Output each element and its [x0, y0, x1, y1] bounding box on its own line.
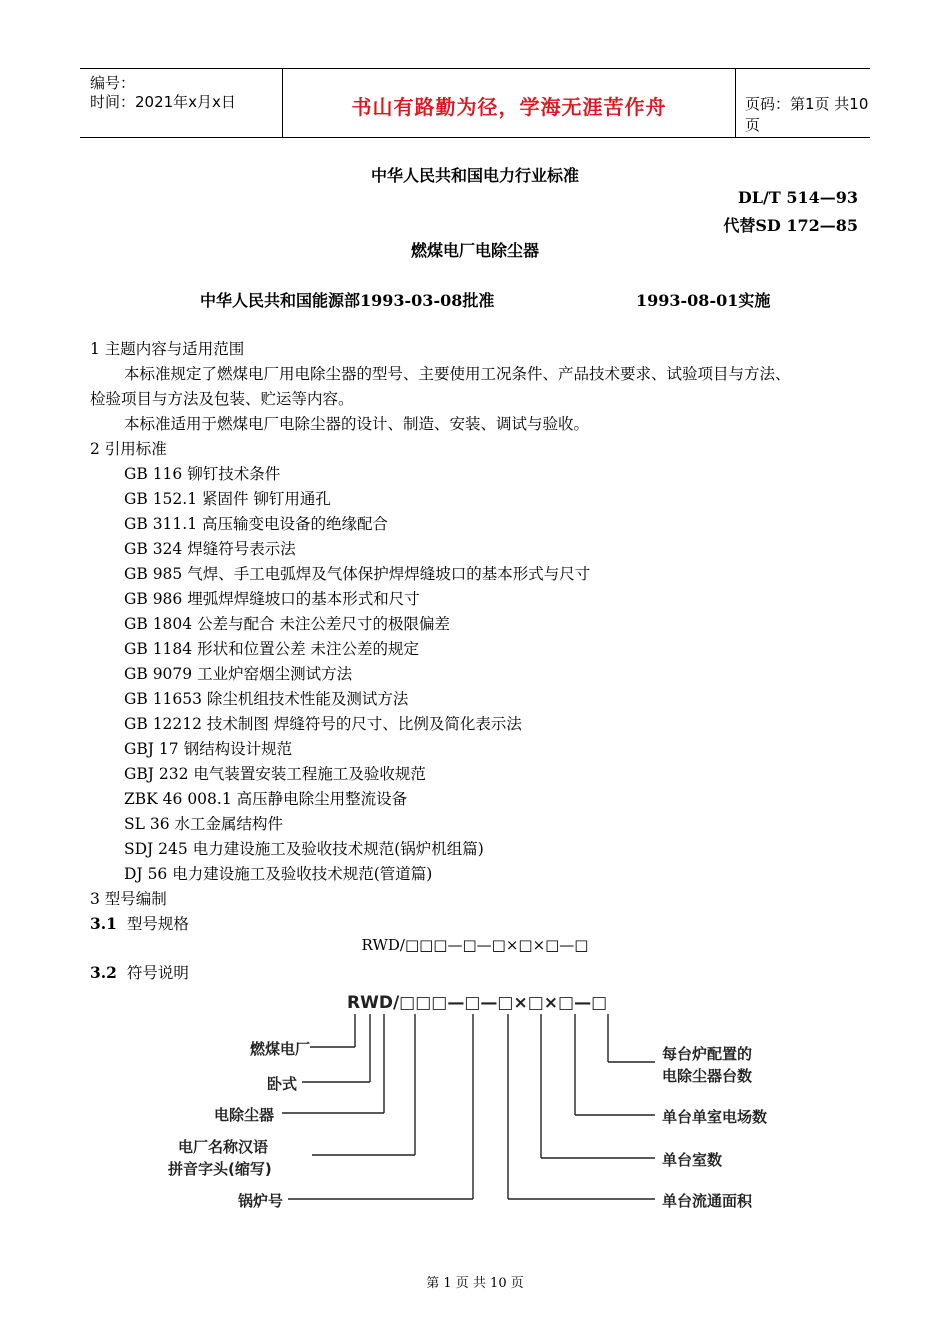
section-3-1: [90, 912, 189, 934]
approval: 中华人民共和国能源部1993-03-08批准: [200, 291, 495, 310]
date-label: 时间：2021年x月x日: [90, 93, 236, 111]
ref-item: GB 12212 技术制图 焊缝符号的尺寸、比例及简化表示法: [124, 715, 522, 733]
section-1-para-1a: 本标准规定了燃煤电厂用电除尘器的型号、主要使用工况条件、产品技术要求、试验项目与方法、: [124, 365, 791, 383]
ref-item: GB 11653 除尘机组技术性能及测试方法: [124, 690, 409, 708]
effective-date: 1993-08-01实施: [636, 291, 771, 310]
label-boiler-no: 锅炉号: [238, 1192, 284, 1210]
diagram-code: RWD/□□□—□—□×□×□—□: [347, 993, 608, 1013]
section-1-para-1b: 检验项目与方法及包装、贮运等内容。: [90, 390, 354, 408]
motto: 书山有路勤为径，学海无涯苦作舟: [351, 95, 667, 119]
ref-item: SL 36 水工金属结构件: [124, 815, 283, 833]
ref-item: GB 986 埋弧焊焊缝坡口的基本形式和尺寸: [124, 590, 420, 608]
label-coal-plant: 燃煤电厂: [250, 1040, 311, 1058]
model-format: RWD/□□□—□—□×□×□—□: [361, 936, 589, 954]
doc-title: 燃煤电厂电除尘器: [410, 241, 539, 260]
ref-item: GB 1804 公差与配合 未注公差尺寸的极限偏差: [124, 615, 451, 633]
label-horizontal: 卧式: [267, 1075, 298, 1093]
header-page-cell: [735, 69, 870, 137]
ref-item: GBJ 232 电气装置安装工程施工及验收规范: [124, 765, 426, 783]
ref-item: GBJ 17 钢结构设计规范: [124, 740, 293, 758]
ref-item: GB 324 焊缝符号表示法: [124, 540, 296, 558]
ref-item: GB 311.1 高压输变电设备的绝缘配合: [124, 515, 389, 533]
label-plant-name: 电厂名称汉语: [178, 1138, 269, 1156]
section-3-title: 3 型号编制: [90, 890, 167, 908]
section-3-2: [90, 961, 189, 983]
label-units-per-boiler-1: 每台炉配置的: [662, 1045, 753, 1063]
label-precipitator: 电除尘器: [214, 1106, 275, 1124]
label-chambers: 单台室数: [662, 1151, 723, 1169]
label-plant-abbr: 拼音字头(缩写): [168, 1160, 272, 1178]
page-info: 页码：第1页 共10页: [745, 95, 869, 134]
standard-code: DL/T 514—93: [737, 188, 858, 207]
org-title: 中华人民共和国电力行业标准: [370, 166, 579, 185]
ref-item: GB 116 铆钉技术条件: [124, 465, 281, 483]
label-flow-area: 单台流通面积: [662, 1192, 753, 1210]
section-1-para-2: 本标准适用于燃煤电厂电除尘器的设计、制造、安装、调试与验收。: [124, 415, 590, 433]
ref-item: GB 9079 工业炉窑烟尘测试方法: [124, 665, 353, 683]
ref-item: GB 152.1 紧固件 铆钉用通孔: [124, 490, 331, 508]
header-motto-cell: [282, 69, 736, 137]
section-3-2-title: 符号说明: [126, 964, 189, 982]
page-header: [80, 68, 870, 138]
page-footer: 第 1 页 共 10 页: [426, 1276, 524, 1291]
ref-item: GB 1184 形状和位置公差 未注公差的规定: [124, 640, 420, 658]
ref-item: DJ 56 电力建设施工及验收技术规范(管道篇): [124, 865, 433, 883]
section-2-title: 2 引用标准: [90, 440, 167, 458]
ref-item: ZBK 46 008.1 高压静电除尘用整流设备: [124, 790, 408, 808]
header-meta-cell: [80, 69, 282, 137]
section-1-title: 1 主题内容与适用范围: [90, 340, 245, 358]
section-3-1-num: 3.1: [90, 914, 117, 933]
model-symbol-diagram: [150, 990, 850, 1220]
ref-item: GB 985 气焊、手工电弧焊及气体保护焊焊缝坡口的基本形式与尺寸: [124, 565, 591, 583]
replaces-code: 代替SD 172—85: [723, 216, 858, 235]
label-units-per-boiler-2: 电除尘器台数: [662, 1067, 753, 1085]
section-3-2-num: 3.2: [90, 963, 117, 982]
section-3-1-title: 型号规格: [126, 915, 189, 933]
label-fields-per-chamber: 单台单室电场数: [662, 1108, 768, 1126]
number-label: 编号：: [90, 74, 136, 92]
ref-item: SDJ 245 电力建设施工及验收技术规范(锅炉机组篇): [124, 840, 484, 858]
